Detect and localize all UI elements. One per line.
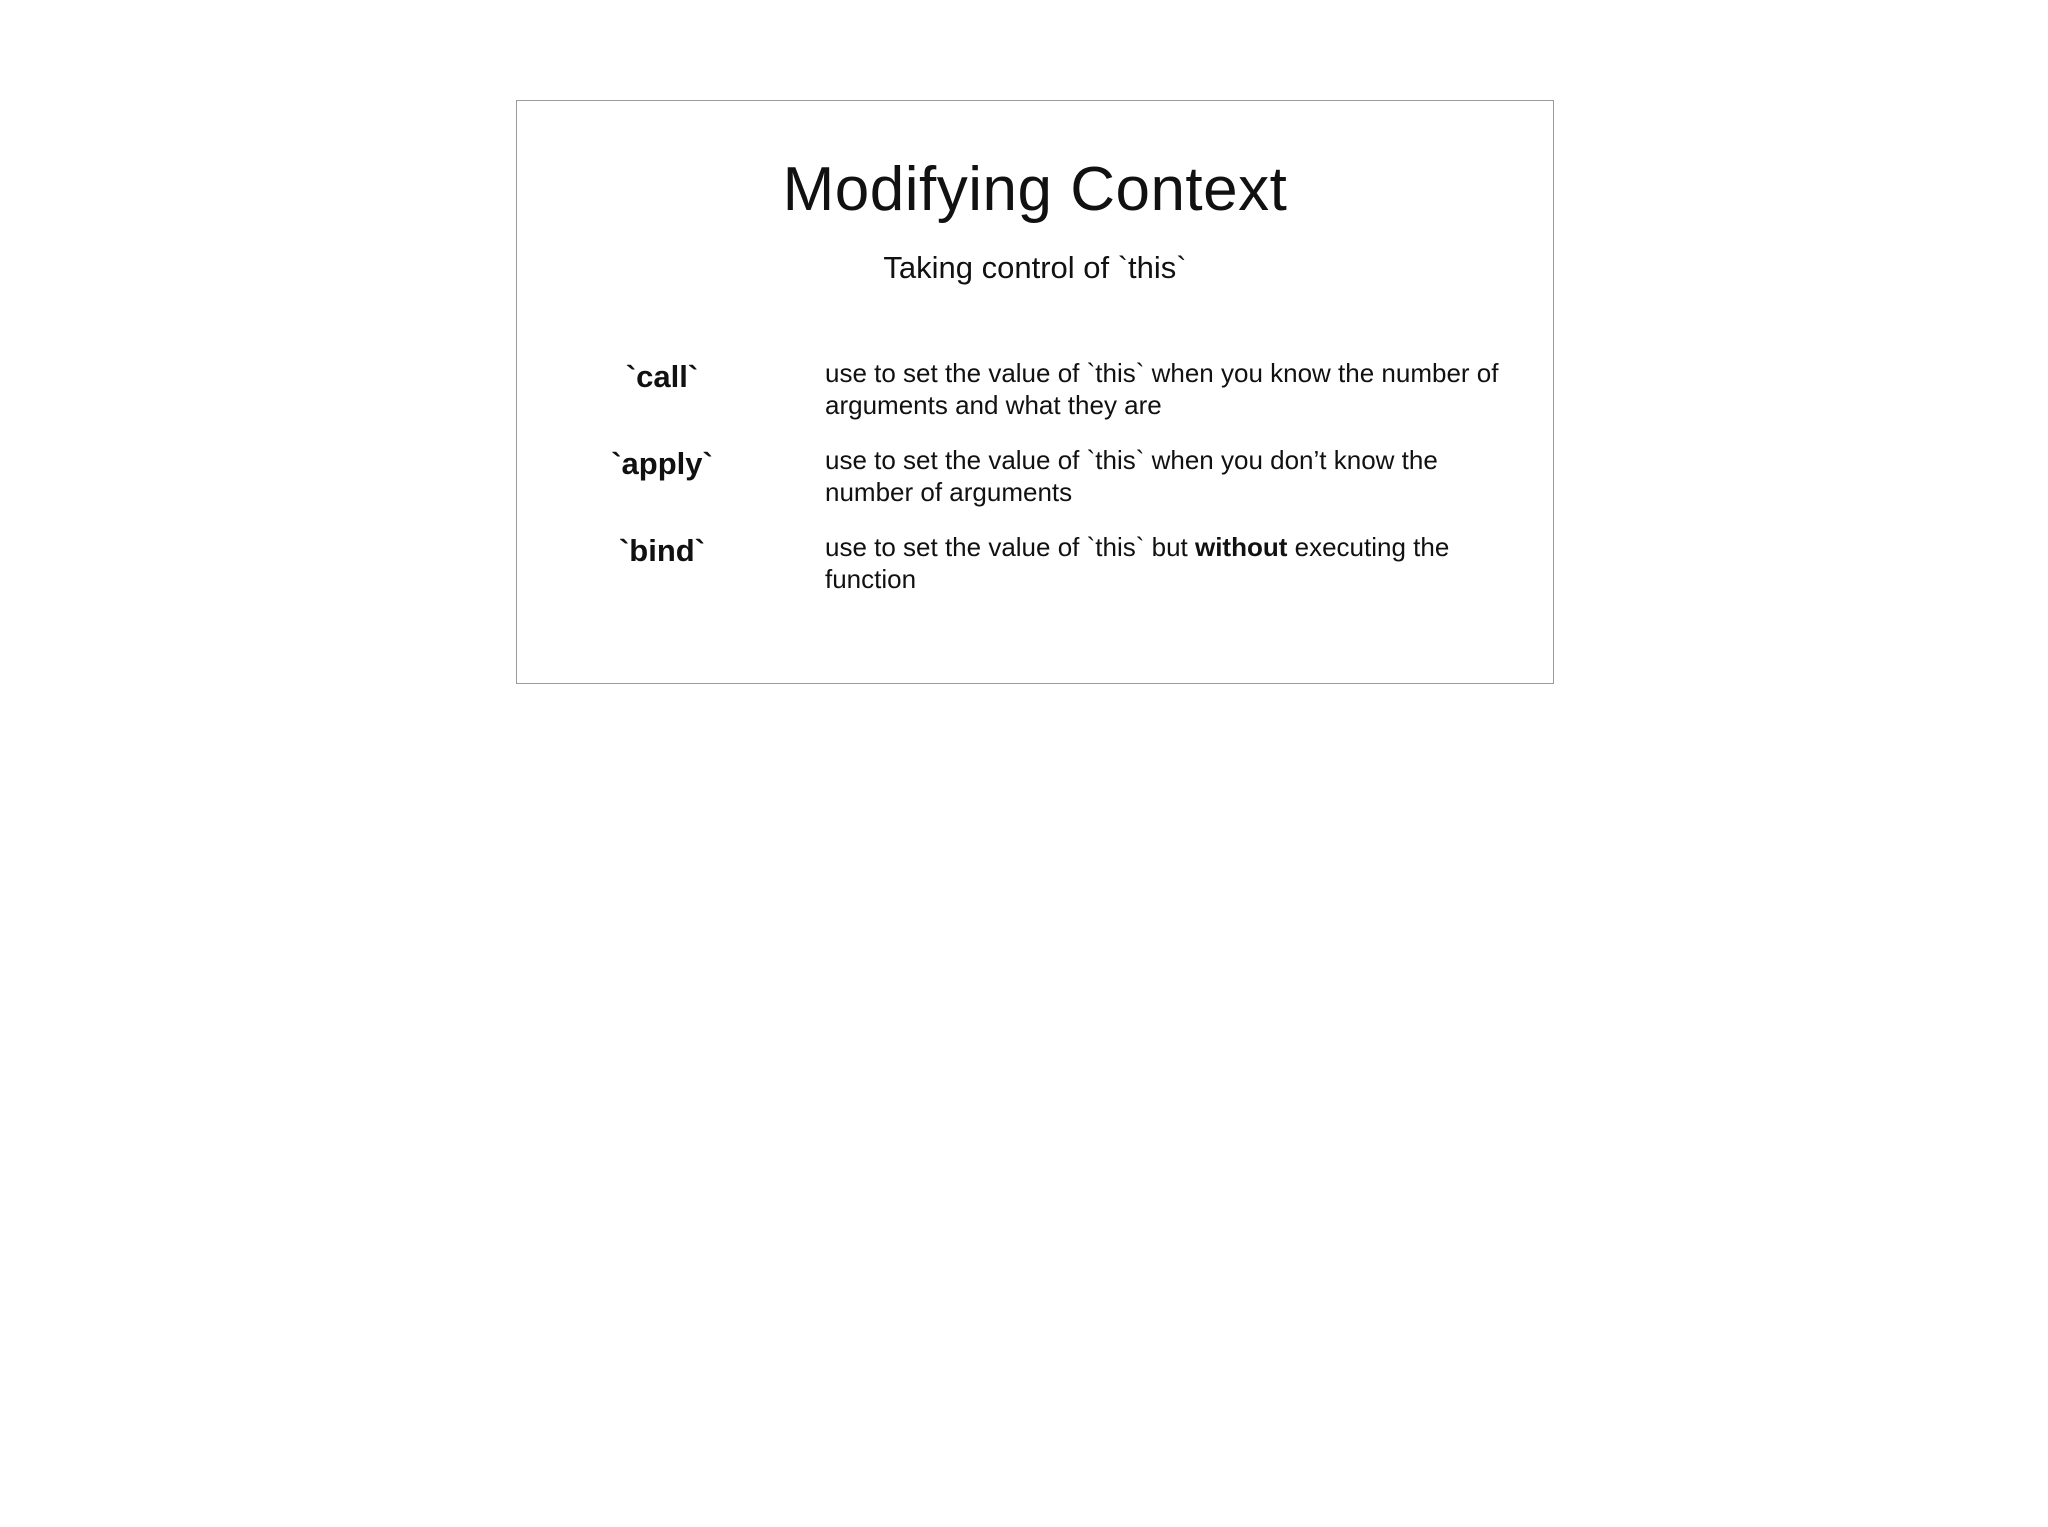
description-apply: use to set the value of `this` when you don’t know the number of arguments bbox=[825, 445, 1438, 507]
slide bbox=[516, 100, 1554, 684]
description-bind bbox=[825, 531, 1525, 595]
slide-title: Modifying Context bbox=[782, 155, 1288, 224]
description-bind-emphasis: without bbox=[1194, 532, 1288, 562]
term-apply: `apply` bbox=[611, 446, 713, 481]
description-bind-text-after: executing the function bbox=[825, 532, 1450, 594]
slide-subtitle: Taking control of `this` bbox=[883, 250, 1187, 285]
description-call: use to set the value of `this` when you know the number of arguments and what they are bbox=[825, 358, 1499, 420]
term-call: `call` bbox=[625, 359, 699, 394]
description-bind-text-before: use to set the value of `this` but bbox=[825, 532, 1195, 562]
term-bind: `bind` bbox=[618, 533, 706, 568]
